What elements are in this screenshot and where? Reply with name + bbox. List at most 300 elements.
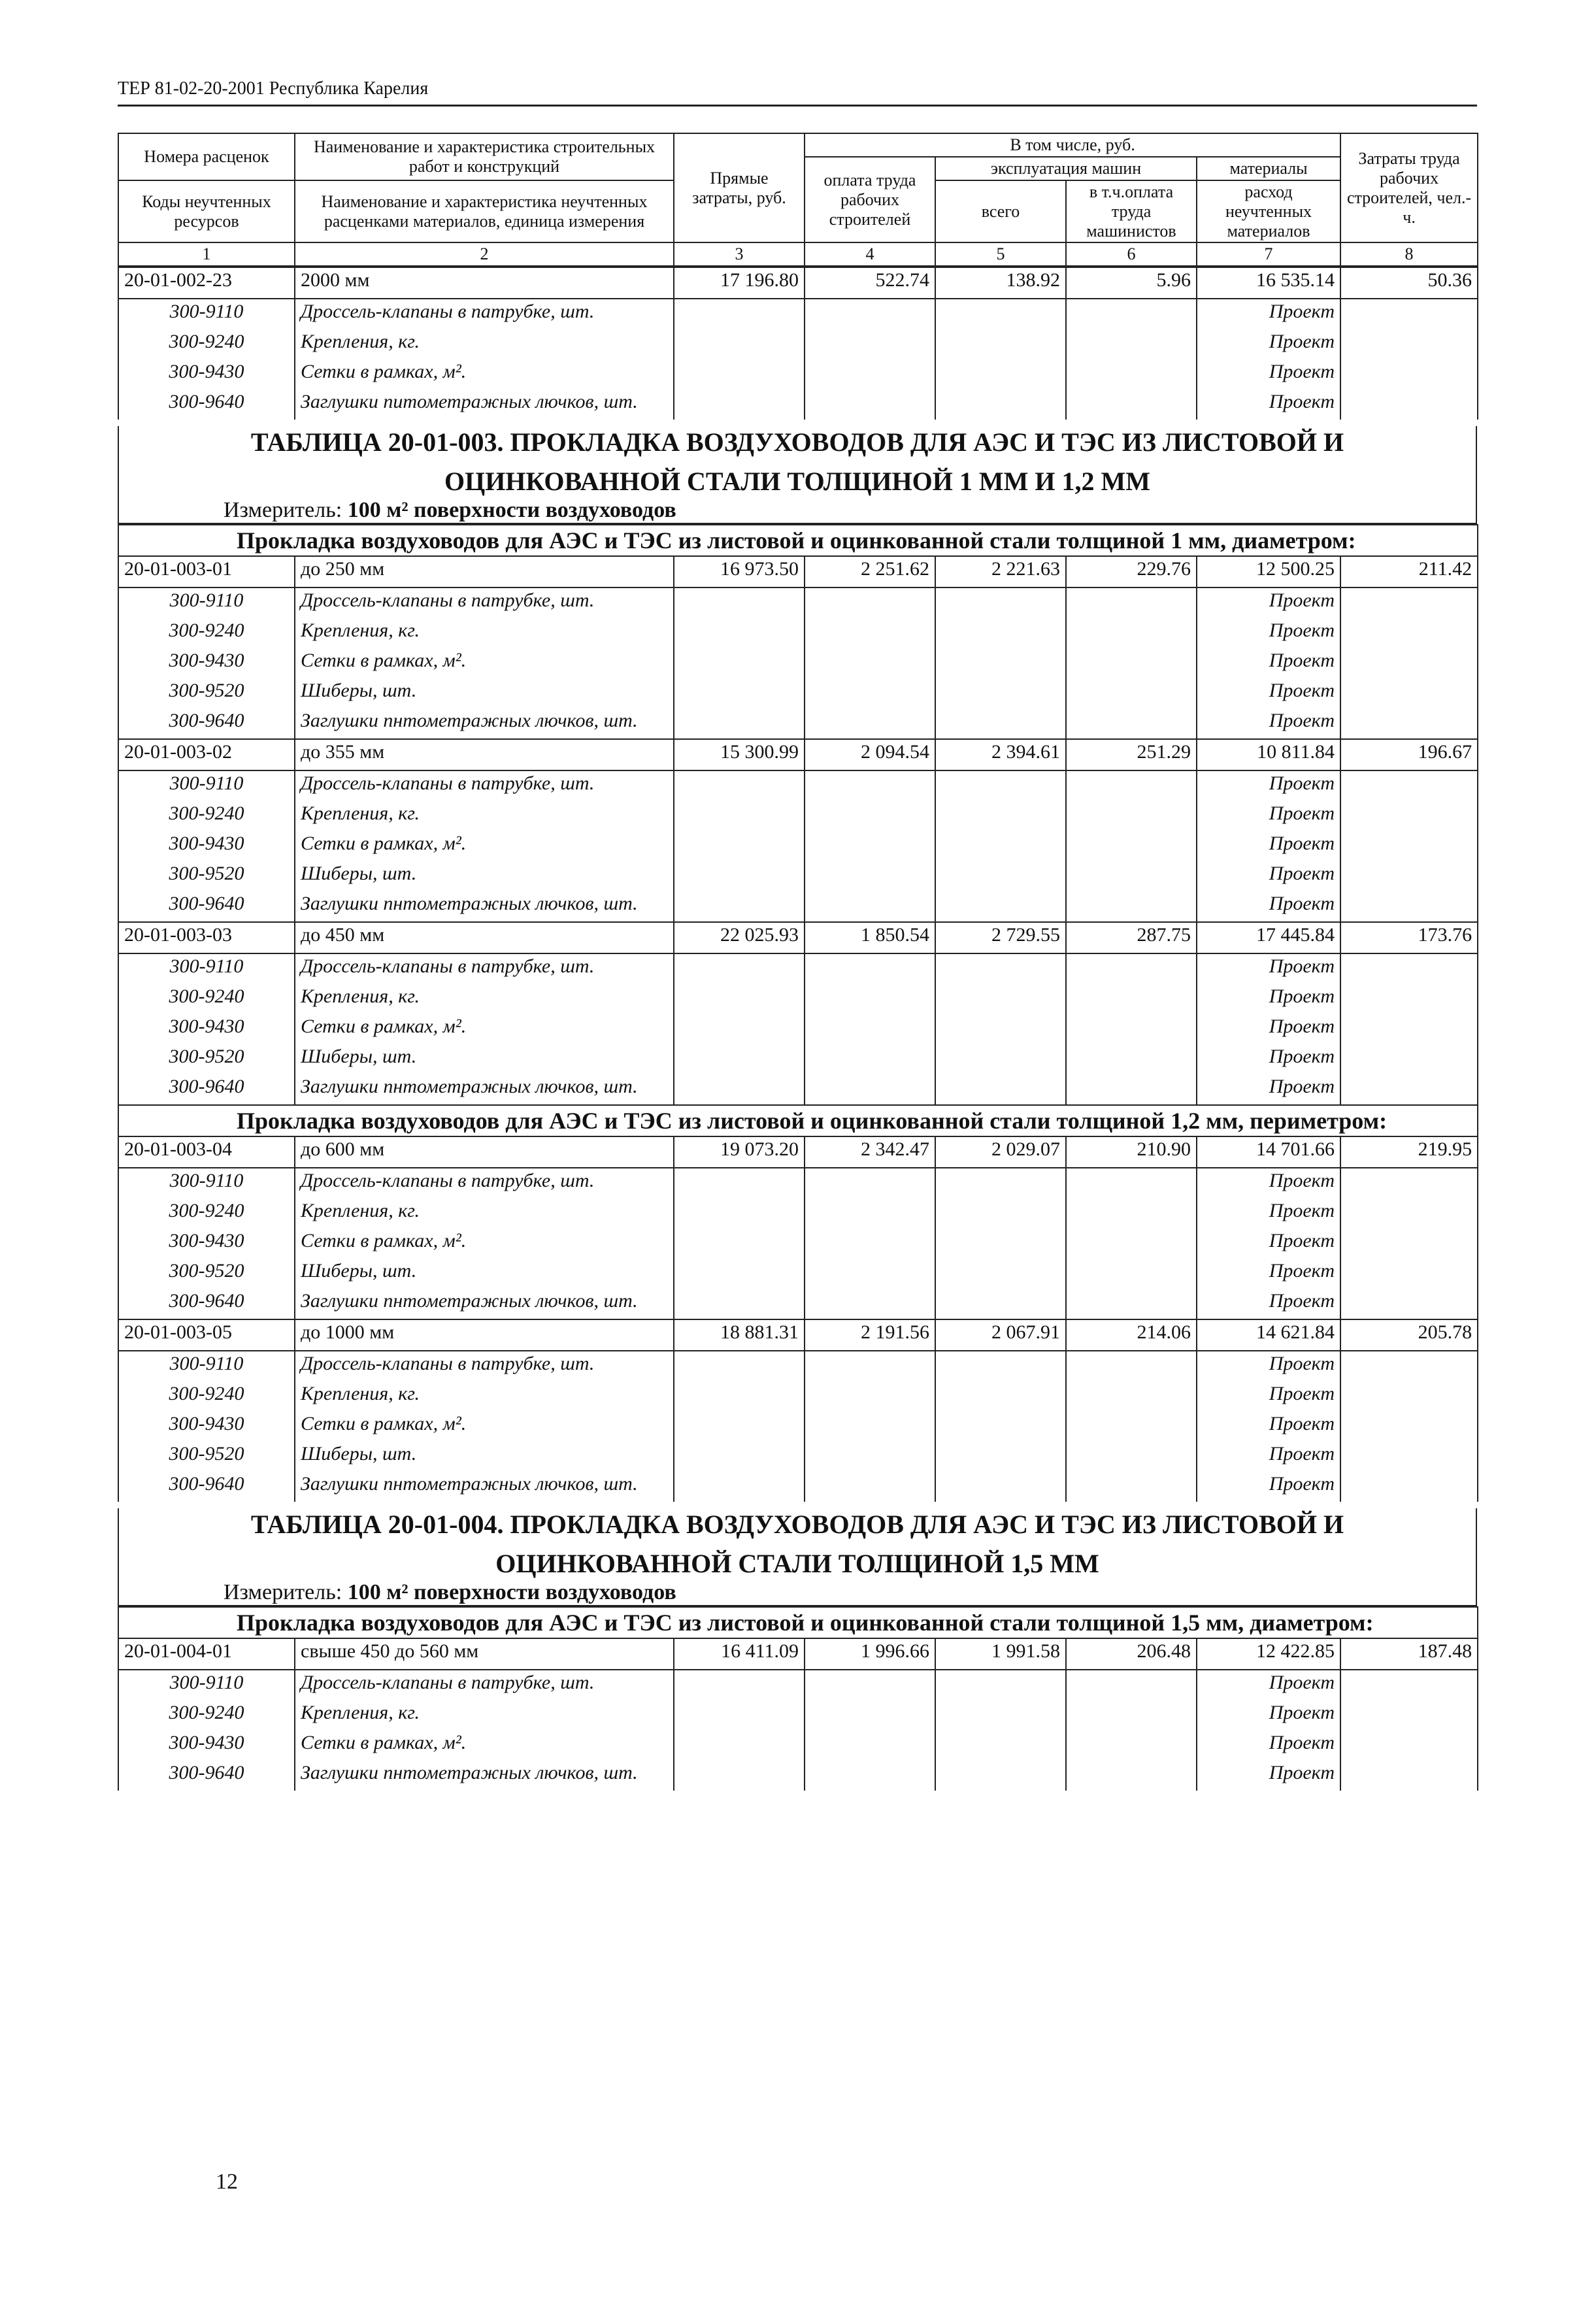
empty-cell (805, 770, 935, 801)
empty-cell (935, 1259, 1066, 1289)
empty-cell (805, 587, 935, 618)
resource-name: Крепления, кг. (295, 329, 674, 359)
rate-value: 17 445.84 (1197, 922, 1340, 953)
rate-value: 16 973.50 (674, 556, 805, 587)
rate-value: 16 411.09 (674, 1638, 805, 1670)
empty-cell (1340, 648, 1478, 678)
resource-name: Дроссель-клапаны в патрубке, шт. (295, 770, 674, 801)
rate-value: 10 811.84 (1197, 739, 1340, 770)
empty-cell (805, 984, 935, 1014)
empty-cell (1340, 1412, 1478, 1442)
rate-code: 20-01-003-04 (118, 1136, 295, 1168)
resource-row (118, 1761, 1478, 1791)
empty-cell (1340, 1351, 1478, 1381)
empty-cell (805, 1730, 935, 1761)
rate-row (118, 922, 1478, 953)
empty-cell (674, 1168, 805, 1199)
col2-head-bottom: Наименование и характеристика неучтенных расценками материалов, единица измерения (295, 180, 674, 243)
resource-tag: Проект (1197, 831, 1340, 861)
empty-cell (1340, 389, 1478, 420)
empty-cell (1066, 1259, 1197, 1289)
empty-cell (1340, 708, 1478, 739)
empty-cell (1340, 770, 1478, 801)
resource-name: Сетки в рамках, м². (295, 1730, 674, 1761)
resource-tag: Проект (1197, 299, 1340, 329)
resource-code: 300-9240 (118, 1381, 295, 1412)
empty-cell (1066, 1229, 1197, 1259)
empty-cell (805, 1700, 935, 1730)
rate-value: 2 342.47 (805, 1136, 935, 1168)
rate-value: 16 535.14 (1197, 267, 1340, 299)
resource-code: 300-9640 (118, 708, 295, 739)
column-number: 2 (295, 242, 674, 266)
empty-cell (805, 891, 935, 922)
empty-cell (935, 678, 1066, 708)
empty-cell (935, 1289, 1066, 1319)
empty-cell (935, 801, 1066, 831)
empty-cell (1066, 1442, 1197, 1472)
resource-code: 300-9110 (118, 1670, 295, 1700)
col2-head-top: Наименование и характеристика строительных работ и конструкций (295, 133, 674, 180)
resource-name: Сетки в рамках, м². (295, 359, 674, 389)
empty-cell (805, 329, 935, 359)
empty-cell (674, 1351, 805, 1381)
empty-cell (1340, 1670, 1478, 1700)
resource-tag: Проект (1197, 1289, 1340, 1319)
resource-name: Крепления, кг. (295, 618, 674, 648)
empty-cell (674, 359, 805, 389)
empty-cell (805, 1199, 935, 1229)
empty-cell (674, 1074, 805, 1105)
rate-row (118, 267, 1478, 299)
rate-name: до 1000 мм (295, 1319, 674, 1351)
empty-cell (1066, 1351, 1197, 1381)
rate-code: 20-01-003-02 (118, 739, 295, 770)
empty-cell (935, 359, 1066, 389)
resource-code: 300-9640 (118, 1472, 295, 1502)
empty-cell (935, 953, 1066, 984)
empty-cell (935, 831, 1066, 861)
empty-cell (674, 1472, 805, 1502)
column-number: 7 (1197, 242, 1340, 266)
resource-tag: Проект (1197, 678, 1340, 708)
empty-cell (1066, 389, 1197, 420)
empty-cell (1340, 801, 1478, 831)
resource-name: Дроссель-клапаны в патрубке, шт. (295, 299, 674, 329)
resource-name: Дроссель-клапаны в патрубке, шт. (295, 953, 674, 984)
table003-title-line2: ОЦИНКОВАННОЙ СТАЛИ ТОЛЩИНОЙ 1 ММ И 1,2 ММ (444, 467, 1151, 497)
empty-cell (1340, 1700, 1478, 1730)
empty-cell (935, 1472, 1066, 1502)
resource-code: 300-9520 (118, 861, 295, 891)
resource-tag: Проект (1197, 1730, 1340, 1761)
empty-cell (1340, 618, 1478, 648)
empty-cell (1066, 1074, 1197, 1105)
resource-row (118, 1014, 1478, 1044)
resource-row (118, 891, 1478, 922)
resource-row (118, 389, 1478, 420)
resource-tag: Проект (1197, 587, 1340, 618)
rate-name: свыше 450 до 560 мм (295, 1638, 674, 1670)
empty-cell (1340, 359, 1478, 389)
rate-value: 2 251.62 (805, 556, 935, 587)
measure-label: Измеритель: (224, 498, 342, 523)
resource-row (118, 618, 1478, 648)
empty-cell (674, 1044, 805, 1074)
resource-code: 300-9520 (118, 1044, 295, 1074)
group-head: В том числе, руб. (805, 133, 1340, 157)
empty-cell (1066, 1168, 1197, 1199)
empty-cell (674, 329, 805, 359)
empty-cell (935, 648, 1066, 678)
empty-cell (1340, 1229, 1478, 1259)
empty-cell (1340, 1472, 1478, 1502)
resource-tag: Проект (1197, 1700, 1340, 1730)
column-number: 3 (674, 242, 805, 266)
empty-cell (935, 1074, 1066, 1105)
resource-code: 300-9430 (118, 1229, 295, 1259)
resource-tag: Проект (1197, 1412, 1340, 1442)
resource-tag: Проект (1197, 770, 1340, 801)
rate-value: 210.90 (1066, 1136, 1197, 1168)
empty-cell (1340, 861, 1478, 891)
resource-code: 300-9640 (118, 1289, 295, 1319)
resource-code: 300-9430 (118, 359, 295, 389)
empty-cell (1340, 1168, 1478, 1199)
empty-cell (1066, 1014, 1197, 1044)
empty-cell (805, 1351, 935, 1381)
resource-code: 300-9430 (118, 648, 295, 678)
rate-value: 22 025.93 (674, 922, 805, 953)
rate-value: 196.67 (1340, 739, 1478, 770)
empty-cell (1066, 1199, 1197, 1229)
empty-cell (674, 1199, 805, 1229)
empty-cell (805, 1014, 935, 1044)
empty-cell (935, 891, 1066, 922)
rate-value: 14 701.66 (1197, 1136, 1340, 1168)
col6-head: в т.ч.оплата труда машинистов (1066, 180, 1197, 243)
resource-name: Дроссель-клапаны в патрубке, шт. (295, 1670, 674, 1700)
empty-cell (935, 1199, 1066, 1229)
resource-row (118, 1381, 1478, 1412)
resource-name: Дроссель-клапаны в патрубке, шт. (295, 587, 674, 618)
empty-cell (1066, 953, 1197, 984)
empty-cell (805, 1381, 935, 1412)
resource-tag: Проект (1197, 1168, 1340, 1199)
col1-head-bottom: Коды неучтенных ресурсов (118, 180, 295, 243)
empty-cell (805, 1259, 935, 1289)
rate-value: 5.96 (1066, 267, 1197, 299)
rate-row (118, 739, 1478, 770)
empty-cell (674, 389, 805, 420)
empty-cell (805, 1229, 935, 1259)
col1-head-top: Номера расценок (118, 133, 295, 180)
resource-code: 300-9520 (118, 1442, 295, 1472)
table004-title-line2: ОЦИНКОВАННОЙ СТАЛИ ТОЛЩИНОЙ 1,5 ММ (495, 1549, 1099, 1579)
empty-cell (1066, 1670, 1197, 1700)
empty-cell (935, 1670, 1066, 1700)
empty-cell (805, 861, 935, 891)
page-number: 12 (216, 2170, 238, 2194)
rates-body (118, 556, 1478, 1105)
empty-cell (805, 953, 935, 984)
empty-cell (935, 1761, 1066, 1791)
resource-name: Сетки в рамках, м². (295, 648, 674, 678)
column-numbers-row (118, 242, 1478, 266)
empty-cell (805, 359, 935, 389)
resource-code: 300-9110 (118, 770, 295, 801)
empty-cell (805, 299, 935, 329)
empty-cell (1066, 587, 1197, 618)
resource-code: 300-9240 (118, 329, 295, 359)
resource-name: Шиберы, шт. (295, 678, 674, 708)
resource-tag: Проект (1197, 1670, 1340, 1700)
empty-cell (1066, 1412, 1197, 1442)
empty-cell (805, 1168, 935, 1199)
rate-code: 20-01-003-01 (118, 556, 295, 587)
rate-block-body (118, 267, 1478, 420)
table003-section1 (118, 524, 1478, 1502)
resource-name: Шиберы, шт. (295, 1259, 674, 1289)
rate-value: 18 881.31 (674, 1319, 805, 1351)
rate-value: 19 073.20 (674, 1136, 805, 1168)
resource-name: Крепления, кг. (295, 1700, 674, 1730)
empty-cell (674, 1229, 805, 1259)
resource-name: Сетки в рамках, м². (295, 1229, 674, 1259)
rate-value: 229.76 (1066, 556, 1197, 587)
empty-cell (674, 1670, 805, 1700)
empty-cell (935, 1229, 1066, 1259)
table003-measure (119, 498, 1476, 523)
resource-name: Крепления, кг. (295, 1381, 674, 1412)
empty-cell (1066, 359, 1197, 389)
empty-cell (935, 1044, 1066, 1074)
resource-code: 300-9430 (118, 831, 295, 861)
empty-cell (935, 770, 1066, 801)
rate-value: 522.74 (805, 267, 935, 299)
resource-row (118, 1044, 1478, 1074)
resource-name: Шиберы, шт. (295, 1442, 674, 1472)
resource-code: 300-9110 (118, 587, 295, 618)
rate-code: 20-01-003-05 (118, 1319, 295, 1351)
col7-head-top: материалы (1197, 157, 1340, 180)
empty-cell (935, 1351, 1066, 1381)
resource-row (118, 1199, 1478, 1229)
empty-cell (1340, 1442, 1478, 1472)
empty-cell (805, 1289, 935, 1319)
resource-tag: Проект (1197, 1199, 1340, 1229)
rate-value: 50.36 (1340, 267, 1478, 299)
resource-row (118, 770, 1478, 801)
resource-code: 300-9430 (118, 1730, 295, 1761)
empty-cell (935, 329, 1066, 359)
empty-cell (1066, 299, 1197, 329)
resource-row (118, 678, 1478, 708)
empty-cell (1340, 891, 1478, 922)
empty-cell (935, 587, 1066, 618)
resource-name: Заглушки пнтометражных лючков, шт. (295, 1074, 674, 1105)
rate-code: 20-01-002-23 (118, 267, 295, 299)
resource-code: 300-9240 (118, 1700, 295, 1730)
resource-row (118, 359, 1478, 389)
resource-tag: Проект (1197, 1761, 1340, 1791)
resource-name: Заглушки пнтометражных лючков, шт. (295, 1472, 674, 1502)
measure-label: Измеритель: (224, 1580, 342, 1605)
col3-head: Прямые затраты, руб. (674, 133, 805, 242)
empty-cell (935, 1730, 1066, 1761)
empty-cell (674, 618, 805, 648)
rate-value: 14 621.84 (1197, 1319, 1340, 1351)
empty-cell (674, 678, 805, 708)
rate-value: 219.95 (1340, 1136, 1478, 1168)
empty-cell (935, 299, 1066, 329)
rate-value: 138.92 (935, 267, 1066, 299)
empty-cell (1340, 1074, 1478, 1105)
resource-row (118, 708, 1478, 739)
resource-tag: Проект (1197, 1472, 1340, 1502)
empty-cell (1340, 299, 1478, 329)
empty-cell (674, 648, 805, 678)
resource-row (118, 587, 1478, 618)
resource-row (118, 861, 1478, 891)
resource-tag: Проект (1197, 861, 1340, 891)
column-number: 5 (935, 242, 1066, 266)
resource-code: 300-9110 (118, 1168, 295, 1199)
rate-name: до 250 мм (295, 556, 674, 587)
rate-name: до 355 мм (295, 739, 674, 770)
empty-cell (1340, 1381, 1478, 1412)
empty-cell (1066, 1761, 1197, 1791)
resource-name: Заглушки пнтометражных лючков, шт. (295, 708, 674, 739)
empty-cell (805, 648, 935, 678)
empty-cell (1340, 831, 1478, 861)
resource-tag: Проект (1197, 801, 1340, 831)
empty-cell (674, 801, 805, 831)
empty-cell (674, 1442, 805, 1472)
rate-value: 2 094.54 (805, 739, 935, 770)
subgroup-head: эксплуатация машин (935, 157, 1197, 180)
resource-name: Дроссель-клапаны в патрубке, шт. (295, 1351, 674, 1381)
empty-cell (674, 1014, 805, 1044)
column-number: 4 (805, 242, 935, 266)
resource-name: Сетки в рамках, м². (295, 1014, 674, 1044)
col7-head-bottom: расход неучтенных материалов (1197, 180, 1340, 243)
empty-cell (935, 984, 1066, 1014)
resource-tag: Проект (1197, 708, 1340, 739)
rate-block-body (118, 1638, 1478, 1791)
empty-cell (805, 1412, 935, 1442)
empty-cell (935, 1412, 1066, 1442)
empty-cell (935, 708, 1066, 739)
resource-code: 300-9240 (118, 618, 295, 648)
resource-tag: Проект (1197, 953, 1340, 984)
table004-title-line1: ТАБЛИЦА 20-01-004. ПРОКЛАДКА ВОЗДУХОВОДОВ ДЛЯ АЭС И ТЭС ИЗ ЛИСТОВОЙ И (250, 1510, 1344, 1540)
rate-value: 187.48 (1340, 1638, 1478, 1670)
rate-value: 1 996.66 (805, 1638, 935, 1670)
rate-value: 1 991.58 (935, 1638, 1066, 1670)
resource-row (118, 1472, 1478, 1502)
col4-head: оплата труда рабочих строителей (805, 157, 935, 243)
resource-name: Заглушки пнтометражных лючков, шт. (295, 891, 674, 922)
resource-row (118, 329, 1478, 359)
column-number: 8 (1340, 242, 1478, 266)
empty-cell (674, 1259, 805, 1289)
table003-title-line1: ТАБЛИЦА 20-01-003. ПРОКЛАДКА ВОЗДУХОВОДОВ ДЛЯ АЭС И ТЭС ИЗ ЛИСТОВОЙ И (250, 427, 1344, 457)
empty-cell (1066, 770, 1197, 801)
empty-cell (674, 770, 805, 801)
section-heading: Прокладка воздуховодов для АЭС и ТЭС из листовой и оцинкованной стали толщиной 1,5 мм, диаметром: (118, 1607, 1478, 1638)
rate-code: 20-01-004-01 (118, 1638, 295, 1670)
rate-row (118, 1319, 1478, 1351)
resource-row (118, 1700, 1478, 1730)
rate-row (118, 1638, 1478, 1670)
empty-cell (935, 1014, 1066, 1044)
rate-value: 173.76 (1340, 922, 1478, 953)
empty-cell (805, 618, 935, 648)
rate-row (118, 1136, 1478, 1168)
resource-tag: Проект (1197, 648, 1340, 678)
empty-cell (1066, 1381, 1197, 1412)
rate-value: 2 221.63 (935, 556, 1066, 587)
resource-code: 300-9110 (118, 299, 295, 329)
resource-tag: Проект (1197, 1229, 1340, 1259)
empty-cell (674, 1730, 805, 1761)
rate-value: 2 729.55 (935, 922, 1066, 953)
rate-code: 20-01-003-03 (118, 922, 295, 953)
resource-row (118, 1670, 1478, 1700)
empty-cell (805, 1074, 935, 1105)
rate-value: 1 850.54 (805, 922, 935, 953)
resource-code: 300-9240 (118, 1199, 295, 1229)
rate-value: 214.06 (1066, 1319, 1197, 1351)
empty-cell (805, 1442, 935, 1472)
running-head: ТЕР 81-02-20-2001 Республика Карелия (118, 78, 1477, 107)
rate-value: 17 196.80 (674, 267, 805, 299)
resource-name: Сетки в рамках, м². (295, 1412, 674, 1442)
empty-cell (674, 891, 805, 922)
resource-row (118, 1289, 1478, 1319)
empty-cell (805, 1761, 935, 1791)
empty-cell (1066, 1472, 1197, 1502)
empty-cell (935, 1442, 1066, 1472)
rate-name: до 600 мм (295, 1136, 674, 1168)
resource-tag: Проект (1197, 984, 1340, 1014)
section-heading: Прокладка воздуховодов для АЭС и ТЭС из листовой и оцинкованной стали толщиной 1,2 мм, периметром: (118, 1105, 1478, 1136)
empty-cell (1340, 1014, 1478, 1044)
resource-row (118, 1412, 1478, 1442)
resource-code: 300-9520 (118, 678, 295, 708)
section-heading: Прокладка воздуховодов для АЭС и ТЭС из листовой и оцинкованной стали толщиной 1 мм, диаметром: (118, 525, 1478, 556)
measure-value: 100 м² поверхности воздуховодов (347, 1580, 676, 1605)
empty-cell (1340, 678, 1478, 708)
rate-value: 12 500.25 (1197, 556, 1340, 587)
resource-name: Заглушки питометражных лючков, шт. (295, 389, 674, 420)
resource-code: 300-9110 (118, 1351, 295, 1381)
resource-code: 300-9520 (118, 1259, 295, 1289)
empty-cell (1066, 1730, 1197, 1761)
empty-cell (674, 831, 805, 861)
empty-cell (1066, 708, 1197, 739)
rate-value: 287.75 (1066, 922, 1197, 953)
table004-heading (118, 1508, 1477, 1606)
empty-cell (1066, 1044, 1197, 1074)
empty-cell (674, 953, 805, 984)
resource-row (118, 831, 1478, 861)
resource-row (118, 1074, 1478, 1105)
empty-cell (935, 618, 1066, 648)
resource-row (118, 1351, 1478, 1381)
rates-body (118, 1136, 1478, 1502)
